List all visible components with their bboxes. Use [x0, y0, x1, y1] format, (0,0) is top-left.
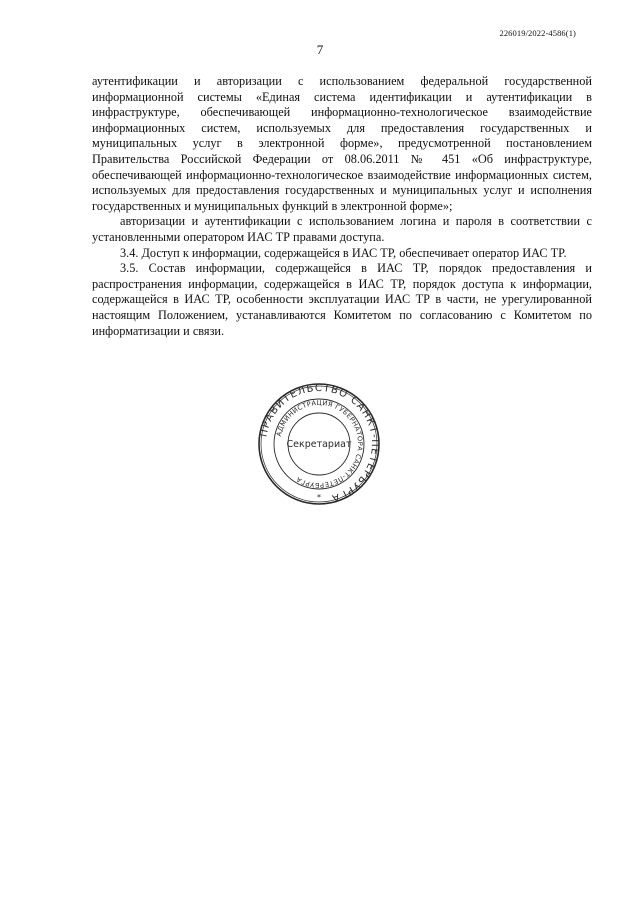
document-body [92, 74, 592, 339]
seal-inner-text: АДМИНИСТРАЦИЯ ГУБЕРНАТОРА САНКТ-ПЕТЕРБУРГА [274, 398, 365, 490]
document-number: 226019/2022-4586(1) [499, 28, 576, 38]
paragraph-authorization: авторизации и аутентификации с использованием логина и пароля в соответствии с установленными оператором ИАС ТР правами доступа. [92, 214, 592, 244]
seal-outer-text: ПРАВИТЕЛЬСТВО САНКТ-ПЕТЕРБУРГА [258, 382, 381, 504]
paragraph-3-4: 3.4. Доступ к информации, содержащейся в ИАС ТР, обеспечивает оператор ИАС ТР. [120, 245, 567, 260]
paragraph-3-5: 3.5. Состав информации, содержащейся в ИАС ТР, порядок предоставления и распространения информации, содержащейся в ИАС ТР, порядок доступа к информации, содержащейся в ИАС ТР, особенности эксплуатации ИАС ТР в части, не урегулированной настоящим Положением, устанавливаются Комитетом по согласованию с Комитетом по информатизации и связи. [92, 261, 592, 338]
page-number: 7 [316, 42, 324, 57]
seal-star: * [317, 493, 321, 502]
paragraph-continuation: аутентификации и авторизации с использованием федеральной государственной информационной системы «Единая система идентификации и аутентификации в инфраструктуре, обеспечивающей информационно-технологическое взаимодействие информационных систем, используемых для предоставления государственных и муниципальных услуг в электронной форме», предусмотренной постановлением Правительства Российской Федерации от 08.06.2011 № 451 «Об инфраструктуре, обеспечивающей информационно-технологическое взаимодействие информационных систем, используемых для предоставления государственных и муниципальных услуг и исполнения государственных и муниципальных функций в электронной форме»; [92, 74, 592, 213]
seal-center-text: Секретариат [286, 439, 352, 450]
official-seal [257, 382, 381, 506]
